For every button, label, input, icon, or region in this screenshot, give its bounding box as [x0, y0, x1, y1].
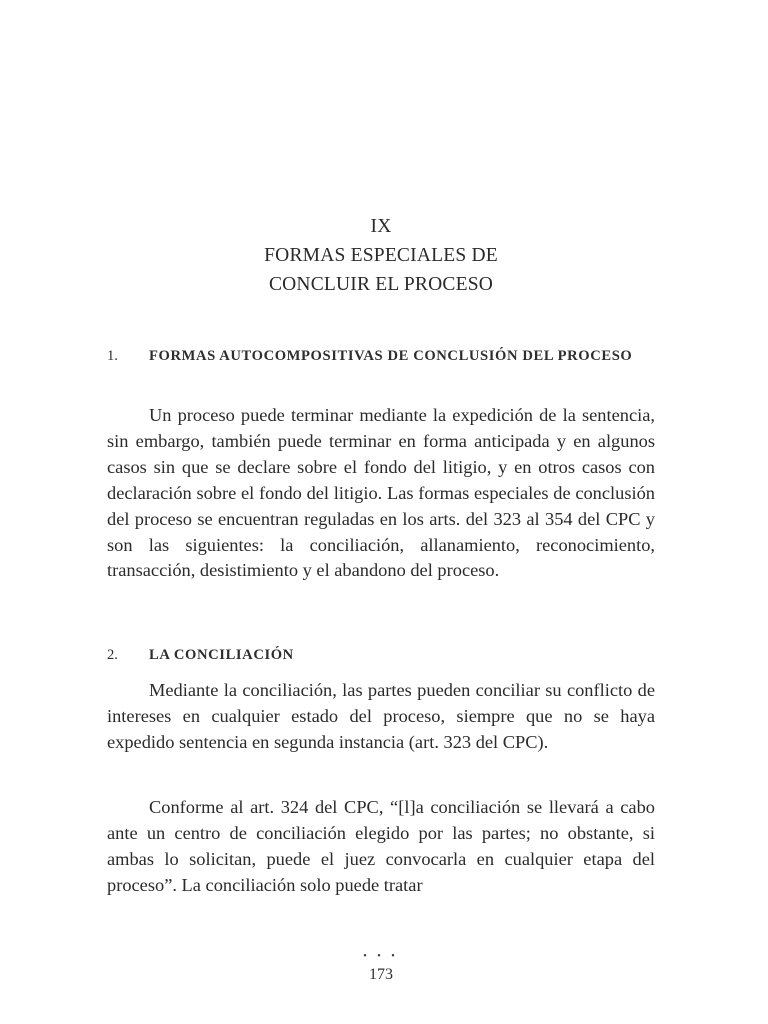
chapter-header: [107, 212, 655, 299]
chapter-number: IX: [370, 216, 392, 237]
chapter-title-line-1: FORMAS ESPECIALES DE: [264, 245, 498, 266]
section-heading-1: [107, 346, 655, 367]
section-title: LA CONCILIACIÓN: [149, 647, 294, 663]
page-number: 173: [369, 966, 393, 983]
footer-ornament: • • •: [363, 951, 399, 962]
paragraph: Conforme al art. 324 del CPC, “[l]a conciliación se llevará a cabo ante un centro de conciliación elegido por las partes; no obstante, si ambas lo solicitan, puede el juez convocarla en cualquier etapa del proceso”. La conciliación solo puede tratar: [107, 797, 655, 895]
section-heading-2: [107, 645, 655, 666]
book-page: [107, 0, 655, 1024]
section-title: FORMAS AUTOCOMPOSITIVAS DE CONCLUSIÓN DEL PROCESO: [149, 348, 633, 364]
paragraph: Un proceso puede terminar mediante la expedición de la sentencia, sin embargo, también puede terminar en forma anticipada y en algunos casos sin que se declare sobre el fondo del litigio, y en otros casos con declaración sobre el fondo del litigio. Las formas especiales de conclusión del proceso se encuentran reguladas en los arts. del 323 al 354 del CPC y son las siguientes: la conciliación, allanamiento, reconocimiento, transacción, desistimiento y el abandono del proceso.: [107, 405, 655, 581]
paragraph: Mediante la conciliación, las partes pueden conciliar su conflicto de intereses en cualquier estado del proceso, siempre que no se haya expedido sentencia en segunda instancia (art. 323 del CPC).: [107, 680, 655, 752]
section-number: 2.: [107, 647, 118, 663]
chapter-title-line-2: CONCLUIR EL PROCESO: [268, 274, 494, 295]
section-number: 1.: [107, 348, 118, 364]
